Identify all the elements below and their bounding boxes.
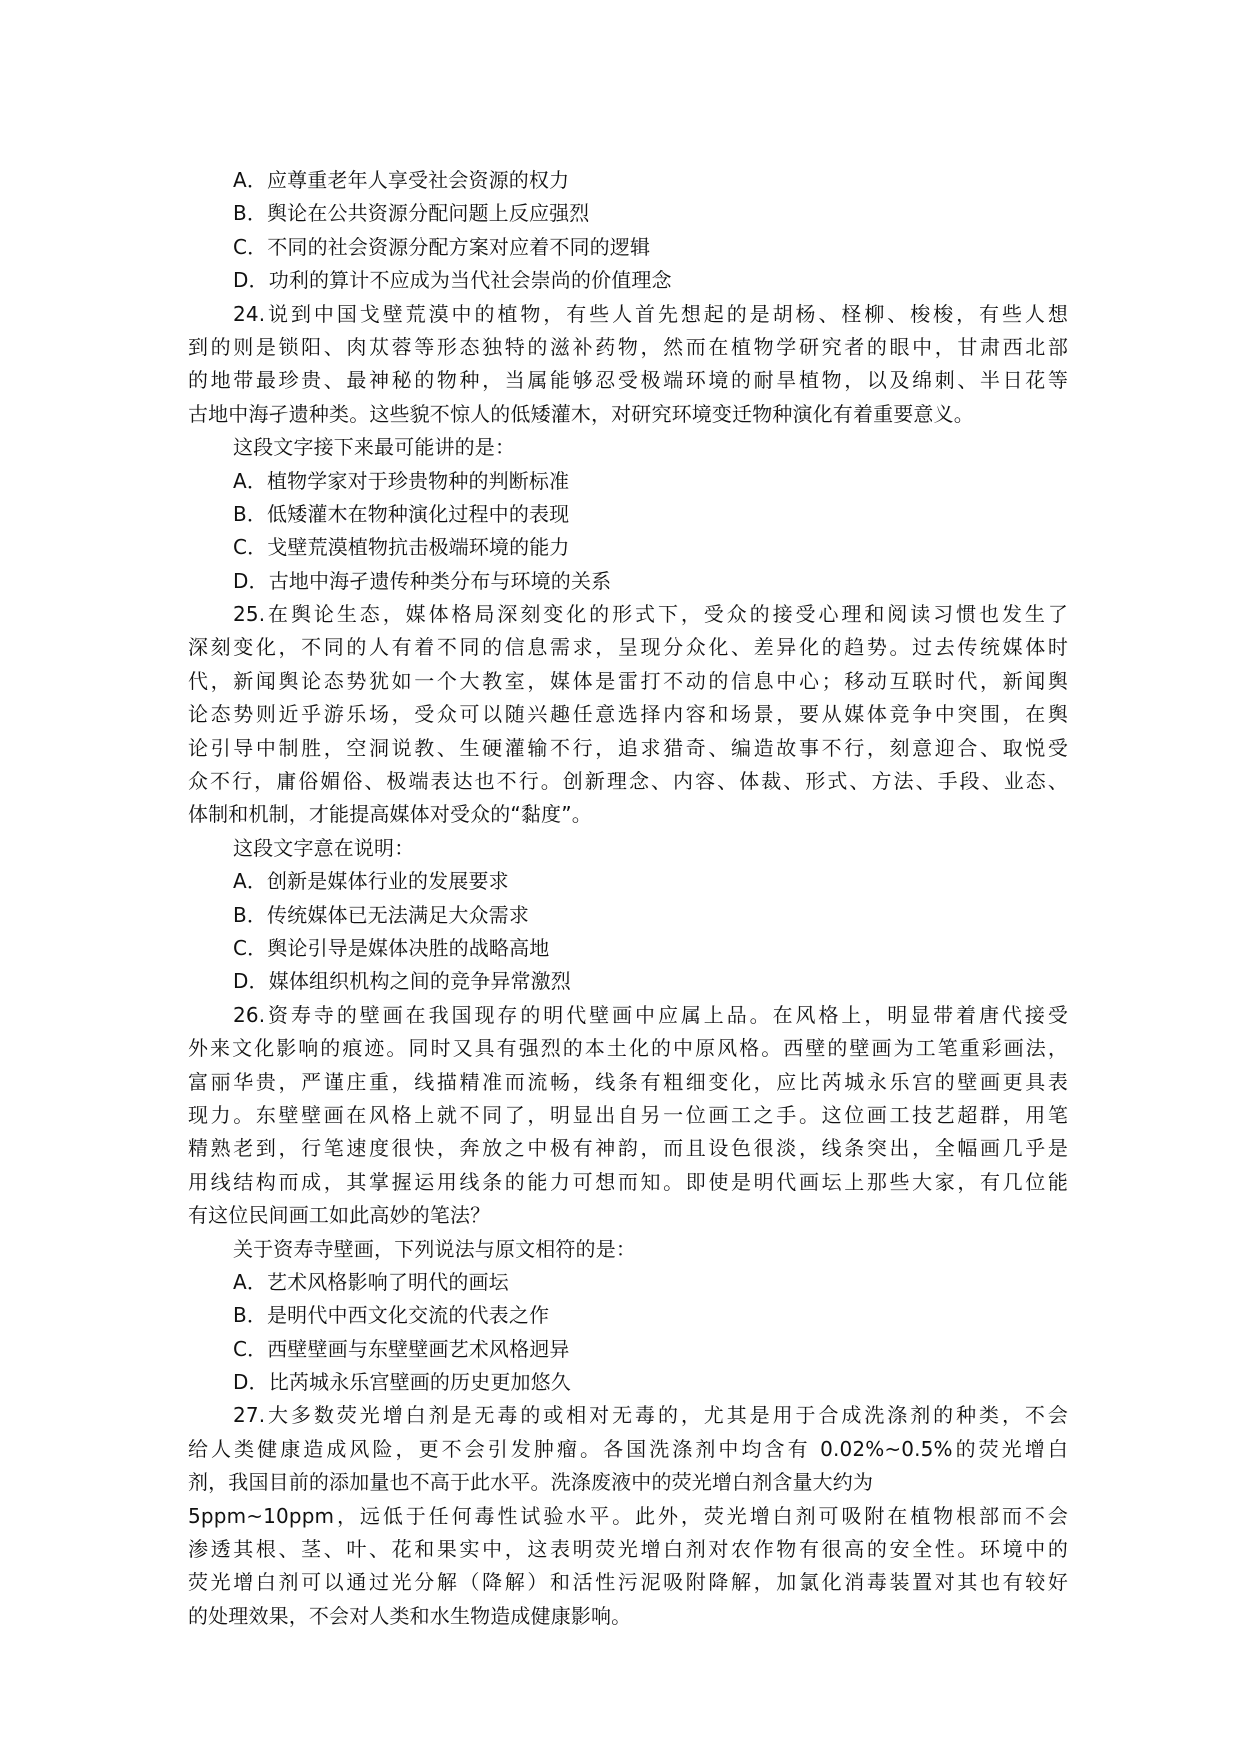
q24-options — [188, 465, 1068, 599]
q26-question: 关于资寿寺壁画，下列说法与原文相符的是： — [233, 1236, 636, 1261]
q24-passage-line: 古地中海孑遗种类。这些貌不惊人的低矮灌木，对研究环境变迁物种演化有着重要意义。 — [188, 401, 974, 426]
q25-passage-line: 深刻变化，不同的人有着不同的信息需求，呈现分众化、差异化的趋势。过去传统媒体时 — [188, 635, 1068, 660]
q27-passage-line: 27.大多数荧光增白剂是无毒的或相对无毒的，尤其是用于合成洗涤剂的种类，不会 — [233, 1403, 1068, 1428]
q27-passage-line: 剂，我国目前的添加量也不高于此水平。洗涤废液中的荧光增白剂含量大约为 — [188, 1470, 874, 1495]
q24-option-c: C．戈壁荒漠植物抗击极端环境的能力 — [233, 535, 570, 560]
q26-option-b: B．是明代中西文化交流的代表之作 — [233, 1303, 550, 1328]
q26-passage-line: 富丽华贵，严谨庄重，线描精准而流畅，线条有粗细变化，应比芮城永乐宫的壁画更具表 — [188, 1069, 1068, 1094]
q25-passage-line: 论态势则近乎游乐场，受众可以随兴趣任意选择内容和场景，要从媒体竞争中突围，在舆 — [188, 702, 1068, 727]
q26-option-c: C．西壁壁画与东壁壁画艺术风格迥异 — [233, 1336, 570, 1361]
q26-passage-line: 有这位民间画工如此高妙的笔法？ — [188, 1203, 491, 1228]
q24-option-d: D．古地中海孑遗传种类分布与环境的关系 — [233, 568, 612, 593]
q26-passage — [188, 999, 1068, 1233]
q25-option-a: A．创新是媒体行业的发展要求 — [233, 869, 509, 894]
q23-option-a: A．应尊重老年人享受社会资源的权力 — [233, 168, 570, 192]
q25-question: 这段文字意在说明： — [233, 835, 415, 860]
q25-option-b: B．传统媒体已无法满足大众需求 — [233, 902, 529, 927]
q25-passage-line: 25.在舆论生态，媒体格局深刻变化的形式下，受众的接受心理和阅读习惯也发生了 — [233, 602, 1068, 627]
q25-passage-line: 众不行，庸俗媚俗、极端表达也不行。创新理念、内容、体裁、形式、方法、手段、业态、 — [188, 769, 1068, 794]
q25-passage-line: 论引导中制胜，空洞说教、生硬灌输不行，追求猎奇、编造故事不行，刻意迎合、取悦受 — [188, 735, 1068, 760]
q24-option-a: A．植物学家对于珍贵物种的判断标准 — [233, 468, 570, 493]
q27-passage-line: 的处理效果，不会对人类和水生物造成健康影响。 — [188, 1603, 632, 1628]
q26-option-d: D．比芮城永乐宫壁画的历史更加悠久 — [233, 1370, 571, 1395]
q26-passage-line: 26.资寿寺的壁画在我国现存的明代壁画中应属上品。在风格上，明显带着唐代接受 — [233, 1002, 1068, 1027]
q27-passage-line: 给人类健康造成风险，更不会引发肿瘤。各国洗涤剂中均含有 0.02%~0.5%的荧光增白 — [188, 1436, 1068, 1461]
q25-options — [188, 865, 1068, 999]
q26-passage-line: 外来文化影响的痕迹。同时又具有强烈的本土化的中原风格。西壁的壁画为工笔重彩画法， — [188, 1036, 1068, 1061]
q23-option-d: D．功利的算计不应成为当代社会崇尚的价值理念 — [233, 268, 672, 293]
q27-passage — [188, 1399, 1068, 1633]
q26-passage-line: 现力。东壁壁画在风格上就不同了，明显出自另一位画工之手。这位画工技艺超群，用笔 — [188, 1102, 1068, 1127]
q24-question: 这段文字接下来最可能讲的是： — [233, 435, 516, 460]
q26-passage-line: 精熟老到，行笔速度很快，奔放之中极有神韵，而且设色很淡，线条突出，全幅画几乎是 — [188, 1136, 1068, 1161]
q24-passage — [188, 298, 1068, 432]
q23-options — [188, 164, 1068, 298]
q24-passage-line: 的地带最珍贵、最神秘的物种，当属能够忍受极端环境的耐旱植物，以及绵刺、半日花等 — [188, 368, 1068, 393]
q25-option-c: C．舆论引导是媒体决胜的战略高地 — [233, 935, 550, 960]
q27-passage-line: 荧光增白剂可以通过光分解（降解）和活性污泥吸附降解，加氯化消毒装置对其也有较好 — [188, 1570, 1068, 1595]
q26-option-a: A．艺术风格影响了明代的画坛 — [233, 1269, 509, 1294]
q23-option-c: C．不同的社会资源分配方案对应着不同的逻辑 — [233, 234, 651, 259]
q25-passage — [188, 598, 1068, 832]
q23-option-b: B．舆论在公共资源分配问题上反应强烈 — [233, 201, 590, 226]
q25-passage-line: 体制和机制，才能提高媒体对受众的“黏度”。 — [188, 802, 592, 827]
q26-passage-line: 用线结构而成，其掌握运用线条的能力可想而知。即使是明代画坛上那些大家，有几位能 — [188, 1169, 1068, 1194]
q26-options — [188, 1266, 1068, 1400]
q25-passage-line: 代，新闻舆论态势犹如一个大教室，媒体是雷打不动的信息中心；移动互联时代，新闻舆 — [188, 668, 1068, 693]
document-page — [188, 164, 1068, 1633]
q24-passage-line: 24.说到中国戈壁荒漠中的植物，有些人首先想起的是胡杨、柽柳、梭梭，有些人想 — [233, 301, 1068, 326]
q24-option-b: B．低矮灌木在物种演化过程中的表现 — [233, 501, 570, 526]
q24-passage-line: 到的则是锁阳、肉苁蓉等形态独特的滋补药物，然而在植物学研究者的眼中，甘肃西北部 — [188, 334, 1068, 359]
q27-passage-line: 5ppm~10ppm，远低于任何毒性试验水平。此外，荧光增白剂可吸附在植物根部而不会 — [188, 1503, 1068, 1528]
q25-option-d: D．媒体组织机构之间的竞争异常激烈 — [233, 969, 571, 994]
q27-passage-line: 渗透其根、茎、叶、花和果实中，这表明荧光增白剂对农作物有很高的安全性。环境中的 — [188, 1537, 1068, 1562]
